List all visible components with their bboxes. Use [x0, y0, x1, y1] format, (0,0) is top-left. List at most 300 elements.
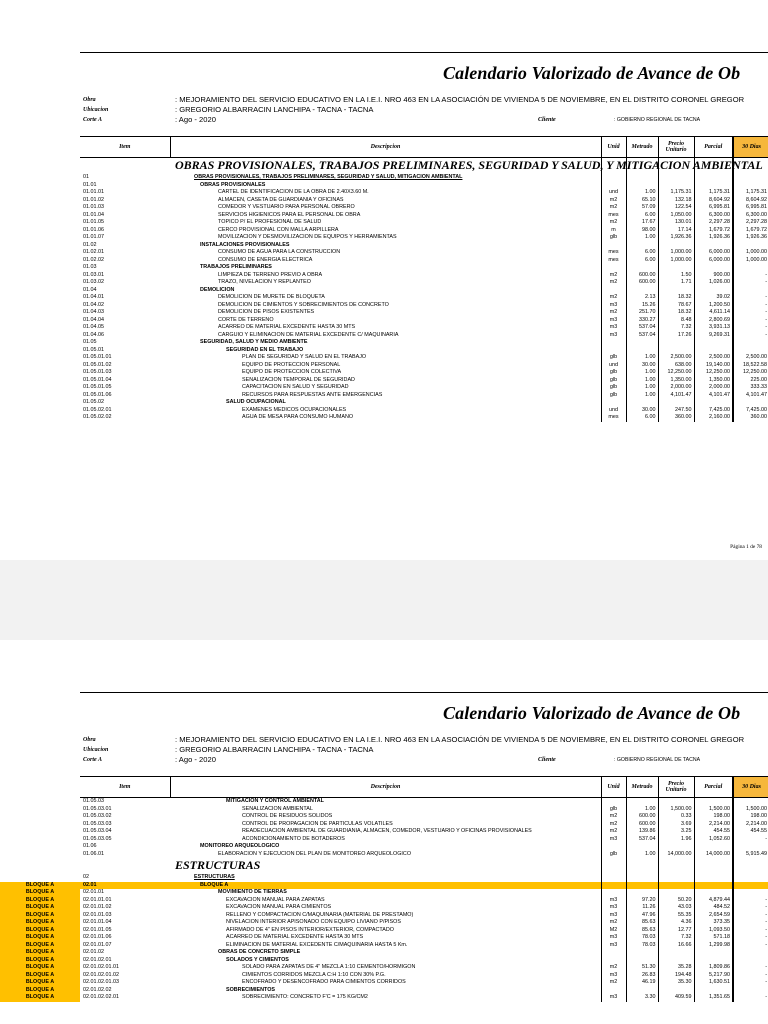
- item-30-dias: -: [733, 994, 768, 1002]
- item-metrado: 6.00: [626, 249, 658, 257]
- item-description: SOLADO PARA ZAPATAS DE 4" MEZCLA 1:10 CEMENTO/HORMIGON: [242, 964, 416, 970]
- item-unit: m2: [601, 279, 626, 287]
- item-code: 01.04.03: [83, 309, 104, 315]
- item-parcial: 14,000.00: [694, 851, 733, 859]
- bloque-side-tag: BLOQUE A: [0, 927, 80, 935]
- item-parcial: 1,351.65: [694, 994, 733, 1002]
- table-row: [80, 324, 768, 332]
- table-row: [80, 384, 768, 392]
- item-parcial: [694, 874, 733, 882]
- table-row: [80, 204, 768, 212]
- item-code: [80, 858, 170, 874]
- item-description: ELABORACIÓN Y EJECUCIÓN DEL PLAN DE MONITOREO ARQUEOLOGICO: [218, 850, 412, 857]
- item-metrado: 46.19: [626, 979, 658, 987]
- item-parcial: 1,630.51: [694, 979, 733, 987]
- item-precio-unitario: 132.18: [658, 197, 694, 205]
- item-description: SEGURIDAD, SALUD Y MEDIO AMBIENTE: [200, 339, 308, 345]
- table-row: [80, 843, 768, 851]
- item-code: 01.02.02: [83, 256, 104, 263]
- item-30-dias: -: [733, 912, 768, 920]
- item-precio-unitario: 247.50: [658, 407, 694, 415]
- bloque-side-tag: BLOQUE A: [0, 897, 80, 905]
- col-item: Item: [80, 777, 170, 798]
- item-parcial: 454.55: [694, 828, 733, 836]
- item-metrado: 15.26: [626, 302, 658, 310]
- item-precio-unitario: 122.54: [658, 204, 694, 212]
- table-row: [80, 882, 768, 890]
- item-parcial: 39.02: [694, 294, 733, 302]
- item-precio-unitario: 55.35: [658, 912, 694, 920]
- item-metrado: 6.00: [626, 414, 658, 422]
- item-description: INSTALACIONES PROVISIONALES: [200, 241, 290, 248]
- item-metrado: [626, 339, 658, 347]
- item-code: 01.05.01.01: [83, 354, 112, 360]
- item-30-dias: -: [733, 294, 768, 302]
- item-unit: [601, 949, 626, 957]
- bloque-side-tag: BLOQUE A: [0, 957, 80, 965]
- item-parcial: 7,425.00: [694, 407, 733, 415]
- item-metrado: 600.00: [626, 813, 658, 821]
- item-30-dias: -: [733, 302, 768, 310]
- item-code: 02.01.02.01.03: [83, 979, 119, 985]
- item-30-dias: [733, 798, 768, 806]
- item-code: 02.01.01.05: [83, 926, 112, 933]
- item-metrado: [626, 858, 658, 874]
- item-metrado: [626, 287, 658, 295]
- corte-value: : Ago - 2020: [175, 115, 216, 124]
- col-30-dias: 30 Dias: [733, 777, 768, 798]
- item-30-dias: 4,101.47: [733, 392, 768, 400]
- table-row: [80, 219, 768, 227]
- item-precio-unitario: [658, 987, 694, 995]
- item-code: 01.01.01: [83, 189, 104, 195]
- item-parcial: 1,026.00: [694, 279, 733, 287]
- item-description: ENCOFRADO Y DESENCOFRADO PARA CIMIENTOS CORRIDOS: [242, 979, 406, 985]
- item-unit: m2: [601, 821, 626, 829]
- item-code: 01.05.02: [83, 399, 104, 405]
- item-precio-unitario: 7.32: [658, 934, 694, 942]
- item-parcial: [694, 949, 733, 957]
- item-precio-unitario: 1.96: [658, 836, 694, 844]
- item-30-dias: [733, 182, 768, 190]
- item-description: RECURSOS PARA RESPUESTAS ANTE EMERGENCIAS: [242, 391, 383, 398]
- item-code: 01.05.01.06: [83, 391, 112, 398]
- col-descripcion: Descripcion: [170, 777, 601, 798]
- item-unit: [601, 882, 626, 890]
- item-30-dias: -: [733, 279, 768, 287]
- table-row: [80, 362, 768, 370]
- item-description: LIMPIEZA DE TERRENO PREVIO A OBRA: [218, 271, 323, 278]
- item-code: 01.05.03.01: [83, 805, 112, 812]
- item-metrado: 97.20: [626, 897, 658, 905]
- item-30-dias: 5,915.49: [733, 851, 768, 859]
- item-description: EQUIPO DE PROTECCION PERSONAL: [242, 361, 341, 368]
- item-code: 01.05: [83, 339, 97, 345]
- bloque-side-tag: BLOQUE A: [0, 972, 80, 980]
- item-precio-unitario: 1,000.00: [658, 249, 694, 257]
- item-30-dias: 360.00: [733, 414, 768, 422]
- item-30-dias: 12,250.00: [733, 369, 768, 377]
- item-parcial: 2,160.00: [694, 414, 733, 422]
- item-description: TÓPICO P/ EL PROFESIONAL DE SALUD: [218, 219, 322, 225]
- item-code: 01.02.01: [83, 249, 104, 255]
- obra-value: : MEJORAMIENTO DEL SERVICIO EDUCATIVO EN LA I.E.I. NRO 463 EN LA ASOCIACIÓN DE VIVIENDA 5 DE NOVIEMBRE, EN EL DISTRITO CORONEL GREGOR: [175, 735, 745, 744]
- item-precio-unitario: 4.36: [658, 919, 694, 927]
- item-parcial: [694, 882, 733, 890]
- item-30-dias: 333.33: [733, 384, 768, 392]
- item-precio-unitario: 2,500.00: [658, 354, 694, 362]
- cliente-label: Cliente: [538, 757, 556, 763]
- item-description: OBRAS PROVISIONALES, TRABAJOS PRELIMINARES, SEGURIDAD Y SALUD, Y MITIGACION AMBIENTAL: [175, 158, 763, 173]
- item-parcial: 1,350.00: [694, 377, 733, 385]
- item-code: 01.01: [83, 181, 97, 188]
- item-unit: m2: [601, 272, 626, 280]
- project-info: [80, 735, 768, 765]
- item-precio-unitario: 1,926.36: [658, 234, 694, 242]
- col-parcial: Parcial: [694, 137, 733, 158]
- table-row: [80, 942, 768, 950]
- item-code: 01.01.03: [83, 204, 104, 210]
- item-metrado: [626, 264, 658, 272]
- schedule-table: [80, 776, 768, 1002]
- top-rule: [80, 692, 768, 693]
- item-unit: glb: [601, 851, 626, 859]
- item-unit: mes: [601, 257, 626, 265]
- item-code: 02.01.01.02: [83, 904, 112, 910]
- item-description: BLOQUE A: [170, 882, 601, 890]
- item-unit: [601, 347, 626, 355]
- item-parcial: 484.52: [694, 904, 733, 912]
- item-unit: m2: [601, 813, 626, 821]
- item-code: 02.01.01.01: [83, 896, 112, 903]
- table-row: [80, 904, 768, 912]
- item-description: READECUACION AMBIENTAL DE GUARDIANIA, ALMACEN, COMEDOR, VESTUARIO Y OFICINAS PROVISIONALES: [242, 828, 532, 834]
- item-30-dias: [733, 264, 768, 272]
- item-unit: mes: [601, 212, 626, 220]
- item-parcial: 2,000.00: [694, 384, 733, 392]
- item-parcial: [694, 242, 733, 250]
- item-description: COMEDOR Y VESTUARIO PARA PERSONAL OBRERO: [218, 204, 355, 210]
- item-30-dias: 7,425.00: [733, 407, 768, 415]
- item-30-dias: 18,522.58: [733, 362, 768, 370]
- item-precio-unitario: 3.69: [658, 821, 694, 829]
- item-description: AGUA DE MESA PARA CONSUMO HUMANO: [242, 414, 354, 420]
- item-description: AFIRMADO DE 4" EN PISOS INTERIOR/EXTERIOR, COMPACTADO: [226, 926, 394, 933]
- col-metrado: Metrado: [626, 777, 658, 798]
- item-30-dias: -: [733, 972, 768, 980]
- item-precio-unitario: [658, 882, 694, 890]
- item-description: ACARREO DE MATERIAL EXCEDENTE HASTA 30 MTS: [218, 324, 356, 330]
- item-unit: m2: [601, 204, 626, 212]
- item-metrado: [626, 987, 658, 995]
- bloque-side-tag: BLOQUE A: [0, 942, 80, 950]
- item-unit: glb: [601, 234, 626, 242]
- item-description: EXCAVACION MANUAL PARA ZAPATAS: [226, 896, 325, 903]
- bloque-side-tag: BLOQUE A: [0, 949, 80, 957]
- item-code: 01.03.01: [83, 271, 104, 278]
- item-code: 01.05.01.04: [83, 376, 112, 383]
- item-precio-unitario: 78.67: [658, 302, 694, 310]
- item-unit: [601, 339, 626, 347]
- item-unit: [601, 798, 626, 806]
- bloque-side-tag: BLOQUE A: [0, 987, 80, 995]
- col-metrado: Metrado: [626, 137, 658, 158]
- item-metrado: [626, 174, 658, 182]
- item-precio-unitario: 7.32: [658, 324, 694, 332]
- item-precio-unitario: [658, 174, 694, 182]
- item-unit: m2: [601, 219, 626, 227]
- col-precio-unitario: Precio Unitario: [658, 777, 694, 798]
- item-metrado: [626, 798, 658, 806]
- item-parcial: 2,214.00: [694, 821, 733, 829]
- item-precio-unitario: 8.48: [658, 317, 694, 325]
- cliente-value: : GOBIERNO REGIONAL DE TACNA: [614, 757, 701, 763]
- item-parcial: 2,800.69: [694, 317, 733, 325]
- obra-label: Obra: [83, 737, 96, 743]
- item-parcial: 4,611.14: [694, 309, 733, 317]
- item-precio-unitario: 1,050.00: [658, 212, 694, 220]
- item-30-dias: 2,500.00: [733, 354, 768, 362]
- item-metrado: 47.96: [626, 912, 658, 920]
- item-code: 01.01.05: [83, 219, 104, 225]
- item-description: CERCO PROVISIONAL CON MALLA ARPILLERA: [218, 226, 339, 233]
- item-metrado: 537.04: [626, 836, 658, 844]
- item-30-dias: -: [733, 927, 768, 935]
- item-parcial: 2,297.28: [694, 219, 733, 227]
- item-code: 02.01.01: [83, 889, 104, 895]
- table-row: [80, 279, 768, 287]
- item-description: CONTROL DE RESIDUOS SOLIDOS: [242, 813, 333, 819]
- item-code: 01.01.02: [83, 196, 104, 203]
- item-metrado: [626, 889, 658, 897]
- col-parcial: Parcial: [694, 777, 733, 798]
- item-precio-unitario: 16.66: [658, 942, 694, 950]
- item-unit: [601, 843, 626, 851]
- page-footer: Página 1 de 78: [730, 544, 762, 550]
- item-code: 01.05.02.02: [83, 414, 112, 420]
- item-parcial: [694, 347, 733, 355]
- table-row: [80, 242, 768, 250]
- item-description: MONITOREO ARQUEOLOGICO: [200, 843, 280, 849]
- item-precio-unitario: 12,250.00: [658, 369, 694, 377]
- item-unit: m: [601, 227, 626, 235]
- cliente-value: : GOBIERNO REGIONAL DE TACNA: [614, 117, 701, 123]
- item-description: RELLENO Y COMPACTACION C/MAQUINARIA (MATERIAL DE PRÉSTAMO): [226, 911, 414, 918]
- item-code: 01: [83, 174, 89, 180]
- bloque-side-tag: BLOQUE A: [0, 979, 80, 987]
- item-metrado: 85.63: [626, 919, 658, 927]
- item-precio-unitario: [658, 957, 694, 965]
- item-description: ACONDICIONAMIENTO DE BOTADEROS: [242, 835, 345, 842]
- item-code: 01.03: [83, 264, 97, 270]
- item-30-dias: [733, 889, 768, 897]
- item-unit: glb: [601, 806, 626, 814]
- table-row: [80, 934, 768, 942]
- item-30-dias: [733, 287, 768, 295]
- table-row: [80, 798, 768, 806]
- schedule-table: [80, 136, 768, 422]
- item-metrado: 65.10: [626, 197, 658, 205]
- table-row: [80, 339, 768, 347]
- item-unit: glb: [601, 369, 626, 377]
- item-metrado: 98.00: [626, 227, 658, 235]
- item-metrado: 537.04: [626, 324, 658, 332]
- item-unit: m3: [601, 994, 626, 1002]
- item-parcial: 1,500.00: [694, 806, 733, 814]
- table-row: [80, 949, 768, 957]
- item-30-dias: 1,926.36: [733, 234, 768, 242]
- item-unit: glb: [601, 392, 626, 400]
- item-description: OBRAS PROVISIONALES: [200, 181, 266, 188]
- item-precio-unitario: 1.71: [658, 279, 694, 287]
- item-precio-unitario: 409.59: [658, 994, 694, 1002]
- item-unit: glb: [601, 384, 626, 392]
- item-metrado: 26.83: [626, 972, 658, 980]
- item-unit: M2: [601, 927, 626, 935]
- item-description: CAPACITACION EN SALUD Y SEGURIDAD: [242, 384, 349, 390]
- item-precio-unitario: 1.50: [658, 272, 694, 280]
- item-precio-unitario: [658, 889, 694, 897]
- table-row: [80, 294, 768, 302]
- bloque-side-tag: BLOQUE A: [0, 912, 80, 920]
- item-30-dias: -: [733, 904, 768, 912]
- item-30-dias: -: [733, 942, 768, 950]
- item-code: 01.05.02.01: [83, 406, 112, 413]
- item-unit: [601, 174, 626, 182]
- document-title: Calendario Valorizado de Avance de Ob: [443, 703, 741, 723]
- table-row: [80, 821, 768, 829]
- item-precio-unitario: 4,101.47: [658, 392, 694, 400]
- item-parcial: 1,200.50: [694, 302, 733, 310]
- item-unit: [601, 957, 626, 965]
- table-row: [80, 399, 768, 407]
- cliente-label: Cliente: [538, 117, 556, 123]
- col-30-dias: 30 Dias: [733, 137, 768, 158]
- item-metrado: [626, 347, 658, 355]
- item-metrado: 6.00: [626, 257, 658, 265]
- item-description: OBRAS PROVISIONALES, TRABAJOS PRELIMINARES, SEGURIDAD Y SALUD, MITIGACION AMBIENTAL: [194, 174, 463, 180]
- item-code: 01.02: [83, 241, 97, 248]
- item-precio-unitario: 35.30: [658, 979, 694, 987]
- item-parcial: 1,052.60: [694, 836, 733, 844]
- item-30-dias: 1,000.00: [733, 257, 768, 265]
- item-precio-unitario: 3.25: [658, 828, 694, 836]
- table-row: [80, 354, 768, 362]
- item-30-dias: -: [733, 332, 768, 340]
- ubicacion-value: : GREGORIO ALBARRACIN LANCHIPA - TACNA - TACNA: [175, 105, 374, 114]
- item-parcial: 571.18: [694, 934, 733, 942]
- item-unit: m2: [601, 309, 626, 317]
- item-30-dias: -: [733, 309, 768, 317]
- item-unit: m2: [601, 919, 626, 927]
- col-unid: Unid: [601, 137, 626, 158]
- table-row: [80, 851, 768, 859]
- top-rule: [80, 52, 768, 53]
- item-precio-unitario: 1,175.31: [658, 189, 694, 197]
- item-precio-unitario: 18.32: [658, 309, 694, 317]
- item-parcial: 2,500.00: [694, 354, 733, 362]
- table-row: [80, 317, 768, 325]
- item-unit: m2: [601, 979, 626, 987]
- item-30-dias: 1,175.31: [733, 189, 768, 197]
- item-unit: mes: [601, 249, 626, 257]
- item-metrado: 600.00: [626, 821, 658, 829]
- item-30-dias: -: [733, 919, 768, 927]
- item-precio-unitario: 360.00: [658, 414, 694, 422]
- item-precio-unitario: 18.32: [658, 294, 694, 302]
- item-parcial: 3,931.13: [694, 324, 733, 332]
- table-row: [80, 972, 768, 980]
- item-description: OBRAS DE CONCRETO SIMPLE: [218, 949, 301, 955]
- item-precio-unitario: [658, 949, 694, 957]
- obra-value: : MEJORAMIENTO DEL SERVICIO EDUCATIVO EN LA I.E.I. NRO 463 EN LA ASOCIACIÓN DE VIVIENDA 5 DE NOVIEMBRE, EN EL DISTRITO CORONEL GREGOR: [175, 95, 745, 104]
- item-metrado: 17.67: [626, 219, 658, 227]
- ubicacion-label: Ubicacion: [83, 747, 109, 753]
- item-metrado: [626, 399, 658, 407]
- table-row: [80, 234, 768, 242]
- item-code: [80, 158, 170, 175]
- table-row: [80, 272, 768, 280]
- section-title-row: [80, 858, 768, 874]
- item-code: 02.01.01.06: [83, 934, 112, 940]
- item-precio-unitario: 638.00: [658, 362, 694, 370]
- item-30-dias: 454.55: [733, 828, 768, 836]
- item-unit: m2: [601, 828, 626, 836]
- item-precio-unitario: [658, 347, 694, 355]
- table-row: [80, 369, 768, 377]
- item-description: CONSUMO DE ENERGIA ELECTRICA: [218, 256, 313, 263]
- table-row: [80, 994, 768, 1002]
- item-unit: m3: [601, 332, 626, 340]
- item-code: 02.01.01.03: [83, 911, 112, 918]
- item-unit: m3: [601, 836, 626, 844]
- item-30-dias: -: [733, 934, 768, 942]
- item-30-dias: -: [733, 836, 768, 844]
- item-metrado: 1.00: [626, 369, 658, 377]
- item-code: 01.05.03.02: [83, 813, 112, 819]
- ubicacion-value: : GREGORIO ALBARRACIN LANCHIPA - TACNA - TACNA: [175, 745, 374, 754]
- table-row: [80, 813, 768, 821]
- item-metrado: 78.03: [626, 942, 658, 950]
- item-code: 01.01.04: [83, 211, 104, 218]
- item-code: 02.01: [80, 882, 170, 890]
- item-metrado: 600.00: [626, 279, 658, 287]
- item-precio-unitario: 50.20: [658, 897, 694, 905]
- item-metrado: 1.00: [626, 377, 658, 385]
- item-metrado: 85.63: [626, 927, 658, 935]
- item-parcial: [694, 339, 733, 347]
- bloque-side-tag: BLOQUE A: [0, 904, 80, 912]
- item-parcial: 9,269.31: [694, 332, 733, 340]
- item-unit: [601, 182, 626, 190]
- item-description: CARGUIO Y ELIMINACION DE MATERIAL EXCEDENTE C/ MAQUINARIA: [218, 331, 399, 338]
- item-parcial: 1,299.98: [694, 942, 733, 950]
- item-description: CARTEL DE IDENTIFICACION DE LA OBRA DE 2.40X3.60 M.: [218, 189, 369, 195]
- item-description: SEÑALIZACION AMBIENTAL: [242, 805, 313, 812]
- item-code: 01.05.03: [83, 798, 104, 804]
- item-precio-unitario: 35.28: [658, 964, 694, 972]
- table-row: [80, 414, 768, 422]
- item-unit: m3: [601, 934, 626, 942]
- table-row: [80, 332, 768, 340]
- item-parcial: [694, 287, 733, 295]
- table-row: [80, 392, 768, 400]
- item-unit: glb: [601, 354, 626, 362]
- section-title-row: [80, 158, 768, 175]
- item-30-dias: 8,604.92: [733, 197, 768, 205]
- table-row: [80, 806, 768, 814]
- item-30-dias: 6,995.81: [733, 204, 768, 212]
